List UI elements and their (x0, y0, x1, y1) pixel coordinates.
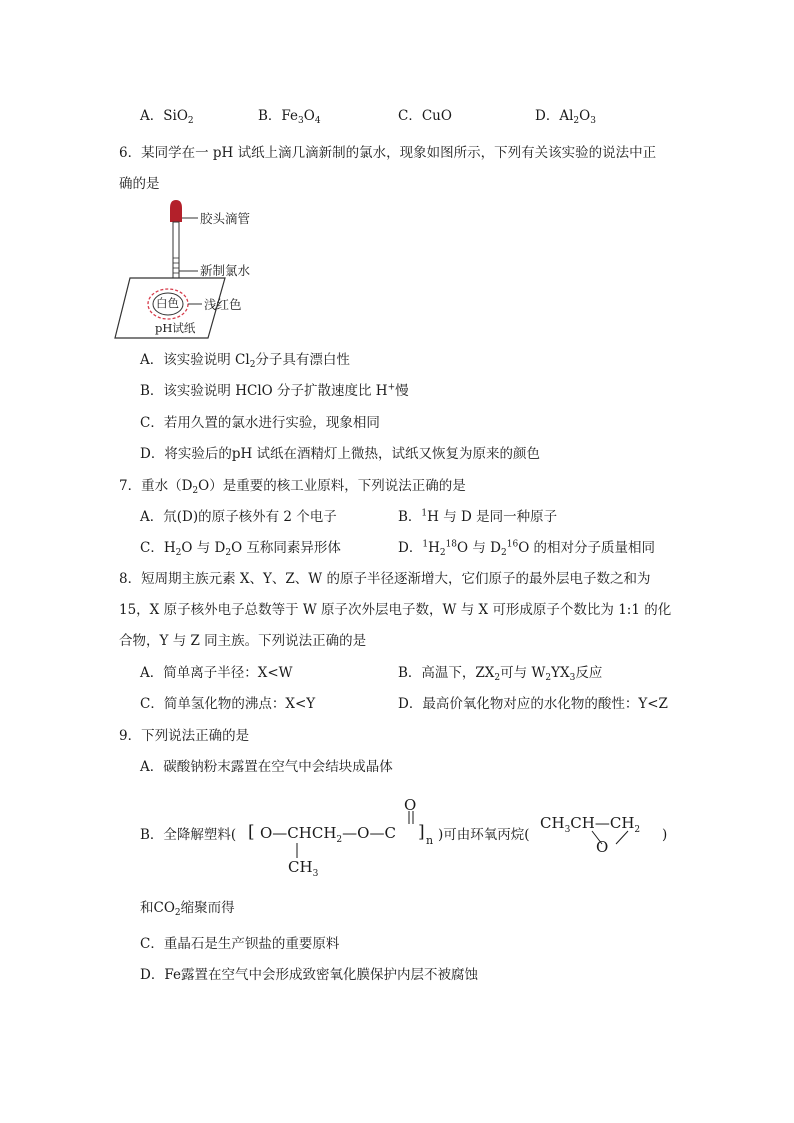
q6-figure (110, 196, 310, 346)
q6-option-d: D．将实验后的pH 试纸在酒精灯上微热，试纸又恢复为原来的颜色 (140, 446, 541, 462)
epoxide-oxygen: O (596, 838, 609, 856)
q9-option-c: C．重晶石是生产钡盐的重要原料 (140, 936, 340, 952)
dropper-label: 胶头滴管 (200, 211, 251, 226)
dropper-bulb (170, 200, 182, 222)
q6-option-b: B．该实验说明 HClO 分子扩散速度比 H+慢 (140, 382, 409, 399)
q7-stem: 7．重水$(D_2O)$是重要的核工业原料，下列说法正确的是 (119, 478, 466, 496)
q5-option-d: D．$Al_2O_3$ (535, 108, 596, 126)
q8-option-a: A．简单离子半径：X<W (140, 665, 293, 681)
q5-option-a: A．SiO$_2$ (140, 108, 194, 126)
q6-option-a: A．该实验说明 $Cl_2$分子具有漂白性 (140, 352, 350, 370)
pink-label: 浅红色 (204, 297, 242, 312)
q6-stem-line2: 确的是 (119, 176, 160, 192)
epoxide-chain: $CH_3CH—CH_2$ (540, 814, 641, 835)
methyl-bond (292, 843, 302, 859)
q8-stem-line2: 15，X 原子核外电子总数等于 W 原子次外层电子数，W 与 X 可形成原子个数比为 1:1 的化 (119, 602, 672, 618)
q9-stem: 9．下列说法正确的是 (119, 728, 250, 744)
white-label: 白色 (156, 296, 179, 310)
q7-option-b: B．$^1$H 与 D 是同一种原子 (398, 508, 558, 525)
q9-option-a: A．碳酸钠粉末露置在空气中会结块成晶体 (140, 759, 393, 775)
q7-option-d: D．$^1H_2^{18}O$ 与 $D_2^{16}O$ 的相对分子质量相同 (398, 539, 656, 558)
q9-b-middle: )可由环氧丙烷( (438, 827, 530, 843)
chlorine-water-label: 新制氯水 (200, 263, 251, 278)
carbonyl-double-bond (404, 811, 418, 825)
q8-option-c: C．简单氢化物的沸点：X<Y (140, 696, 316, 712)
q6-option-c: C．若用久置的氯水进行实验，现象相同 (140, 415, 380, 431)
polymer-n: n (426, 834, 434, 847)
q7-option-c: C．$H_2O$ 与 $D_2O$ 互称同素异形体 (140, 540, 341, 558)
ph-paper-label: pH试纸 (155, 321, 196, 335)
q9-b-prefix: B．全降解塑料( (140, 827, 237, 843)
q8-stem-line3: 合物，Y 与 Z 同主族。下列说法正确的是 (119, 633, 367, 649)
dropper-tube (173, 222, 179, 278)
q9-b-end: ) (662, 827, 668, 843)
q7-option-a: A．氘(D)的原子核外有 2 个电子 (140, 509, 337, 525)
q9-option-d: D．Fe露置在空气中会形成致密氧化膜保护内层不被腐蚀 (140, 967, 478, 983)
q8-option-d: D．最高价氧化物对应的水化物的酸性：Y<Z (398, 696, 668, 712)
q5-option-b: B．$Fe_3O_4$ (258, 108, 321, 126)
q9-option-b-line2: 和$CO_2$缩聚而得 (140, 900, 235, 918)
q5-option-c: C．CuO (398, 108, 452, 124)
q6-stem-line1: 6．某同学在一 pH 试纸上滴几滴新制的氯水，现象如图所示，下列有关该实验的说法中正 (119, 145, 657, 161)
polymer-open-bracket: [ (248, 822, 255, 842)
q8-stem-line1: 8．短周期主族元素 X、Y、Z、W 的原子半径逐渐增大，它们原子的最外层电子数之和为 (119, 571, 651, 587)
q8-option-b: B．高温下，$ZX_2$可与 $W_2YX_3$反应 (398, 665, 603, 683)
methyl-group: $CH_3$ (288, 858, 319, 879)
polymer-close-bracket: ] (418, 822, 425, 842)
polymer-backbone: $O—CHCH_2—O—C$ (260, 824, 396, 845)
carbonyl-oxygen: O (404, 796, 417, 814)
